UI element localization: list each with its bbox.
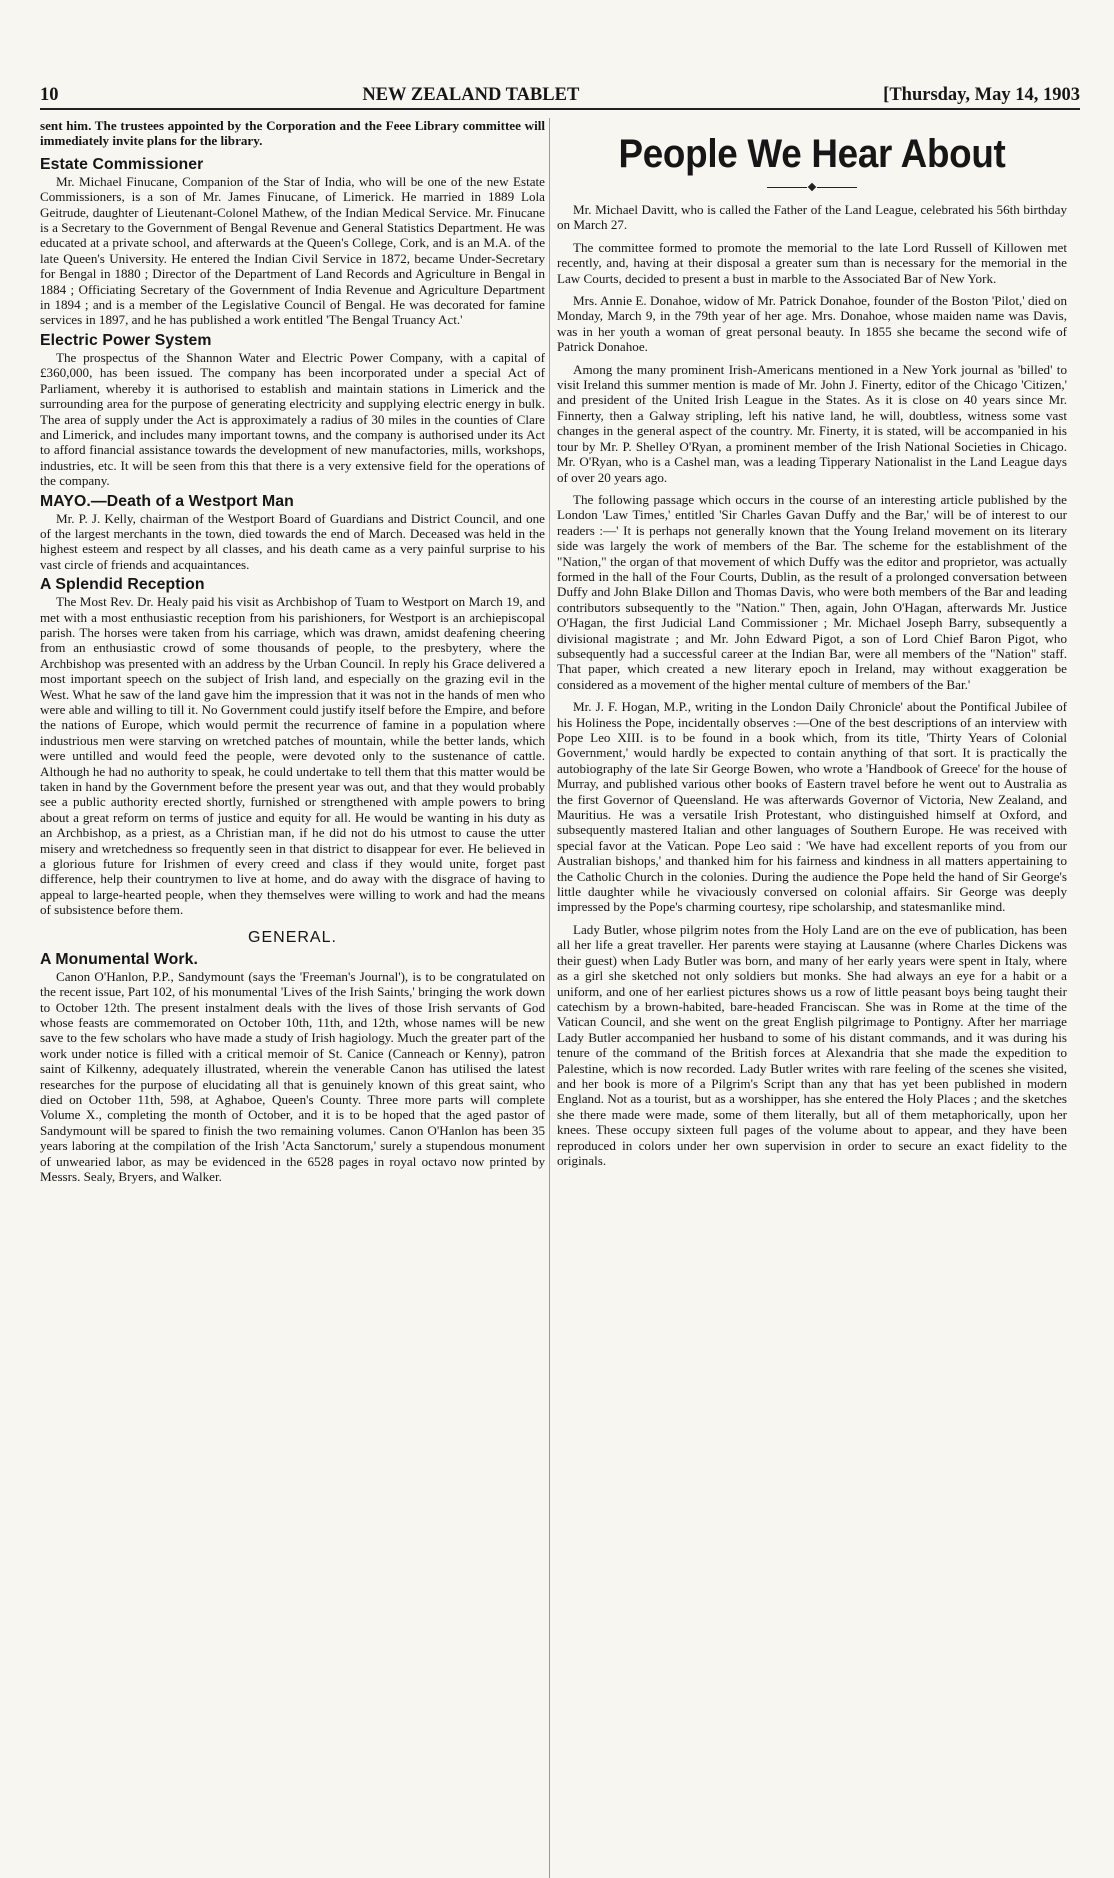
heading-mayo: MAYO.—Death of a Westport Man [40,492,294,510]
paragraph-finerty: Among the many prominent Irish-Americans mentioned in a New York journal as 'billed' to visit Ireland this summer mention is made of Mr. John J. Finerty, editor of the Chicago 'Citizen,' and president of the United Irish League in the States. As it is close on 40 years since Mr. Finnerty, then a Galway stripling, left his native land, he will, doubtless, witness some vast changes in the general aspect of the country. Mr. Finerty, it is stated, will be accompanied in his tour by Mr. P. Shelley O'Ryan, a prominent member of the Irish National Societies in Chicago. Mr. O'Ryan, who is a Cashel man, was a leading Tipperary Nationalist in the Land League days of over 20 years ago. [557,361,1067,485]
heading-monumental-work: A Monumental Work. [40,950,199,968]
column-separator [549,118,550,1878]
right-column [557,118,1067,1878]
issue-date: [Thursday, May 14, 1903 [883,85,1080,105]
header-rule [40,108,1080,110]
paragraph-hogan: Mr. J. F. Hogan, M.P., writing in the London Daily Chronicle' about the Pontifical Jubilee of his Holiness the Pope, incidentally observes :—One of the best descriptions of an interview with Pope Leo XIII. is to be found in a book which, from its title, 'Thirty Years of Colonial Government,' would hardly be expected to contain anything of that sort. It is practically the autobiography of the late Sir George Bowen, who wrote a 'Handbook of Greece' for the house of Murray, and published various other books of Eastern travel before he went out to Australia as the first Governor of Queensland. He was afterwards Governor of Victoria, New Zealand, and Mauritius. He was a versatile Irish Protestant, who distinguished himself at Oxford, and subsequently mastered Italian and other languages of Southern Europe. He was received with special favor at the Vatican. Pope Leo said : 'We have had excellent reports of you from our Australian bishops,' and thanked him for his fairness and kindness in all matters appertaining to the Catholic Church in the colonies. During the audience the Pope held the hand of Sir George's little daughter while he vivaciously conversed on colonial affairs. Sir George was deeply impressed by the Pope's charming courtesy, ripe scholarship, and statesmanlike mind. [557,699,1067,915]
paragraph-law-times: The following passage which occurs in the course of an interesting article published by the London 'Law Times,' entitled 'Sir Charles Gavan Duffy and the Bar,' will be of interest to our readers :—' It is perhaps not generally known that the Young Ireland movement on its literary side was largely the work of members of the Bar. The scheme for the establishment of the "Nation," the organ of that movement of which Duffy was the editor and proprietor, was actually formed in the hall of the Four Courts, Dublin, as the result of a prolonged conversation between Duffy and John Blake Dillon and Thomas Davis, who were both members of the Bar and leading contributors subsequently to the "Nation." Then, again, John O'Hagan, afterwards Mr. Justice O'Hagan, the first Judicial Land Commissioner ; Mr. Michael Joseph Barry, subsequently a divisional magistrate ; and Mr. John Edward Pigot, a son of Lord Chief Baron Pigot, who subsequently had a successful career at the Indian Bar, were all members of the "Nation" staff. That paper, which created a new literary epoch in Ireland, may without exaggeration be considered as a movement of the higher mental culture of members of the Bar.' [557,491,1067,692]
left-column [40,118,545,1878]
paragraph-monumental-work: Canon O'Hanlon, P.P., Sandymount (says the 'Freeman's Journal'), is to be congratulated on the recent issue, Part 102, of his monumental 'Lives of the Irish Saints,' bringing the work down to October 12th. The present instalment deals with the lives of those Irish servants of God whose feasts are commemorated on October 10th, 11th, and 12th, whose names will be new save to the few scholars who have made a study of Irish hagiology. Much the greater part of the work under notice is filled with a critical memoir of St. Canice (Canneach or Kenny), patron saint of Kilkenny, adequately illustrated, wherein the venerable Canon has utilised the latest researches for the purpose of elucidating all that is genuinely known of this great saint, who died on October 11th, 598, at Aghaboe, Queen's County. Three more parts will complete Volume X., completing the month of October, and it is to be hoped that the aged pastor of Sandymount will be spared to finish the two remaining volumes. Canon O'Hanlon has been 35 years laboring at the compilation of the Irish 'Acta Sanctorum,' surely a stupendous monument of unwearied labor, as may be evidenced in the 6528 pages in royal octavo now printed by Messrs. Sealy, Bryers, and Walker. [40,968,545,1184]
heading-splendid-reception: A Splendid Reception [40,576,205,594]
paragraph-splendid-reception: The Most Rev. Dr. Healy paid his visit as Archbishop of Tuam to Westport on March 19, and met with a most enthusiastic reception from his parishioners, for Westport is an archiepiscopal parish. The horses were taken from his carriage, which was drawn, amidst deafening cheering from an enthusiastic crowd of some thousands of people, to the presbytery, where the Archbishop was presented with an address by the Urban Council. In reply his Grace delivered a most important speech on the subject of Irish land, and especially on the grazing evil in the West. What he saw of the land gave him the impression that it was not in the hands of men who were able and willing to till it. No Government could justify itself before the Empire, and before the nations of Europe, which would permit the recurrence of famine in a population where industrious men were starving on wretched patches of mountain, while the better lands, which were untilled and would feed the people, were devoted only to the sustenance of cattle. Although he had no authority to speak, he could undertake to tell them that this matter would be taken in hand by the Government before the present year was out, and that they would probably see a public authority erected shortly, furnished or strengthened with ample powers to bring about a great reform on terms of justice and equity for all. He would be wanting in his duty as an Archbishop, as a priest, as a Christian man, if he did not do his utmost to cause the utter misery and wretchedness so frequently seen in that district to disappear for ever. He believed in a glorious future for Irishmen of every creed and class if they would unite, forget past difference, help their countrymen to live at home, and do away with the disgrace of having to appeal to large-hearted people, when they themselves were willing to work and had the means of subsistence before them. [40,594,545,918]
section-masthead: People We Hear About [618,132,1006,176]
paragraph-mayo: Mr. P. J. Kelly, chairman of the Westport Board of Guardians and District Council, and one of the largest merchants in the town, died towards the end of March. Deceased was held in the highest esteem and respect by all classes, and his death came as a very painful surprise to his vast circle of friends and acquaintances. [40,510,545,572]
ornament-divider [557,184,1067,190]
heading-estate-commissioner: Estate Commissioner [40,155,204,173]
page-number: 10 [40,85,59,105]
paragraph-donahoe: Mrs. Annie E. Donahoe, widow of Mr. Patrick Donahoe, founder of the Boston 'Pilot,' died on Monday, March 9, in the 79th year of her age. Mrs. Donahoe, whose maiden name was Davis, was in her youth a woman of great personal beauty. In 1855 she became the second wife of Patrick Donahoe. [557,293,1067,355]
paragraph-estate-commissioner: Mr. Michael Finucane, Companion of the Star of India, who will be one of the new Estate Commissioners, is a son of Mr. James Finucane, of Limerick. He married in 1889 Lola Geitrude, daughter of Lieutenant-Colonel Mathew, of the Indian Medical Service. Mr. Finucane is a Secretary to the Government of Bengal Revenue and General Statistics Department. He was educated at a private school, and afterwards at the Queen's College, Cork, and is an M.A. of the late Queen's University. He entered the Indian Civil Service in 1872, became Under-Secretary for Bengal in 1880 ; Director of the Department of Land Records and Agriculture in Bengal in 1884 ; Officiating Secretary of the Government of India Revenue and Agriculture Department in 1894 ; and is a member of the Legislative Council of Bengal. He was decorated for famine services in 1897, and he has published a work entitled 'The Bengal Truancy Act.' [40,173,545,328]
intro-paragraph: sent him. The trustees appointed by the Corporation and the Feee Library committee will immediately invite plans for the library. [40,118,545,149]
paragraph-lady-butler: Lady Butler, whose pilgrim notes from the Holy Land are on the eve of publication, has been all her life a great traveller. Her parents were staying at Lausanne (where Charles Dickens was their guest) when Lady Butler was born, and many of her early years were spent in Italy, where as a girl she sketched not only soldiers but monks. She had always an eye for a habit or a uniform, and one of her earliest pictures shows us a row of little peasant boys being taught their catechism by a brown-habited, bare-headed Franciscan. She was in Rome at the time of the Vatican Council, and she went on the great English pilgrimage to Pontigny. After her marriage Lady Butler accompanied her husband to some of his distant commands, and it was during his tenure of the command of the British forces at Alexandria that she made the expedition to Palestine, which is now recorded. Lady Butler writes with rare feeling of the scenes she visited, and her book is more of a Pilgrim's Script than any that has yet been published in modern England. Not as a tourist, but as a worshipper, has she entered the Holy Places ; and the sketches she there made were made, some of them literally, but all of them metaphorically, upon her knees. These occupy sixteen full pages of the volume about to appear, and they have been reproduced in colors under her own supervision in order to secure an exact fidelity to the originals. [557,921,1067,1168]
publication-title: NEW ZEALAND TABLET [362,85,580,105]
paragraph-electric-power: The prospectus of the Shannon Water and Electric Power Company, with a capital of £360,000, has been issued. The company has been incorporated under a special Act of Parliament, whereby it is authorised to establish and maintain stations in Limerick and the surrounding area for the purpose of generating electricity and supplying electric energy in bulk. The area of supply under the Act is approximately a radius of 30 miles in the counties of Clare and Limerick, and includes many important towns, and the company is authorised under its Act to afford financial assistance towards the development of new manufactories, mills, workshops, industries, etc. It will be seen from this that there is a very extensive field for the operations of the company. [40,349,545,489]
page-header [40,80,1080,106]
paragraph-russell-memorial: The committee formed to promote the memorial to the late Lord Russell of Killowen met recently, and, having at their disposal a greater sum than is necessary for the memorial in the Law Courts, decided to present a bust in marble to the Associated Bar of New York. [557,239,1067,286]
diamond-icon [808,183,816,191]
heading-electric-power: Electric Power System [40,331,212,349]
heading-general: GENERAL. [248,928,337,946]
paragraph-davitt: Mr. Michael Davitt, who is called the Father of the Land League, celebrated his 56th birthday on March 27. [557,202,1067,233]
